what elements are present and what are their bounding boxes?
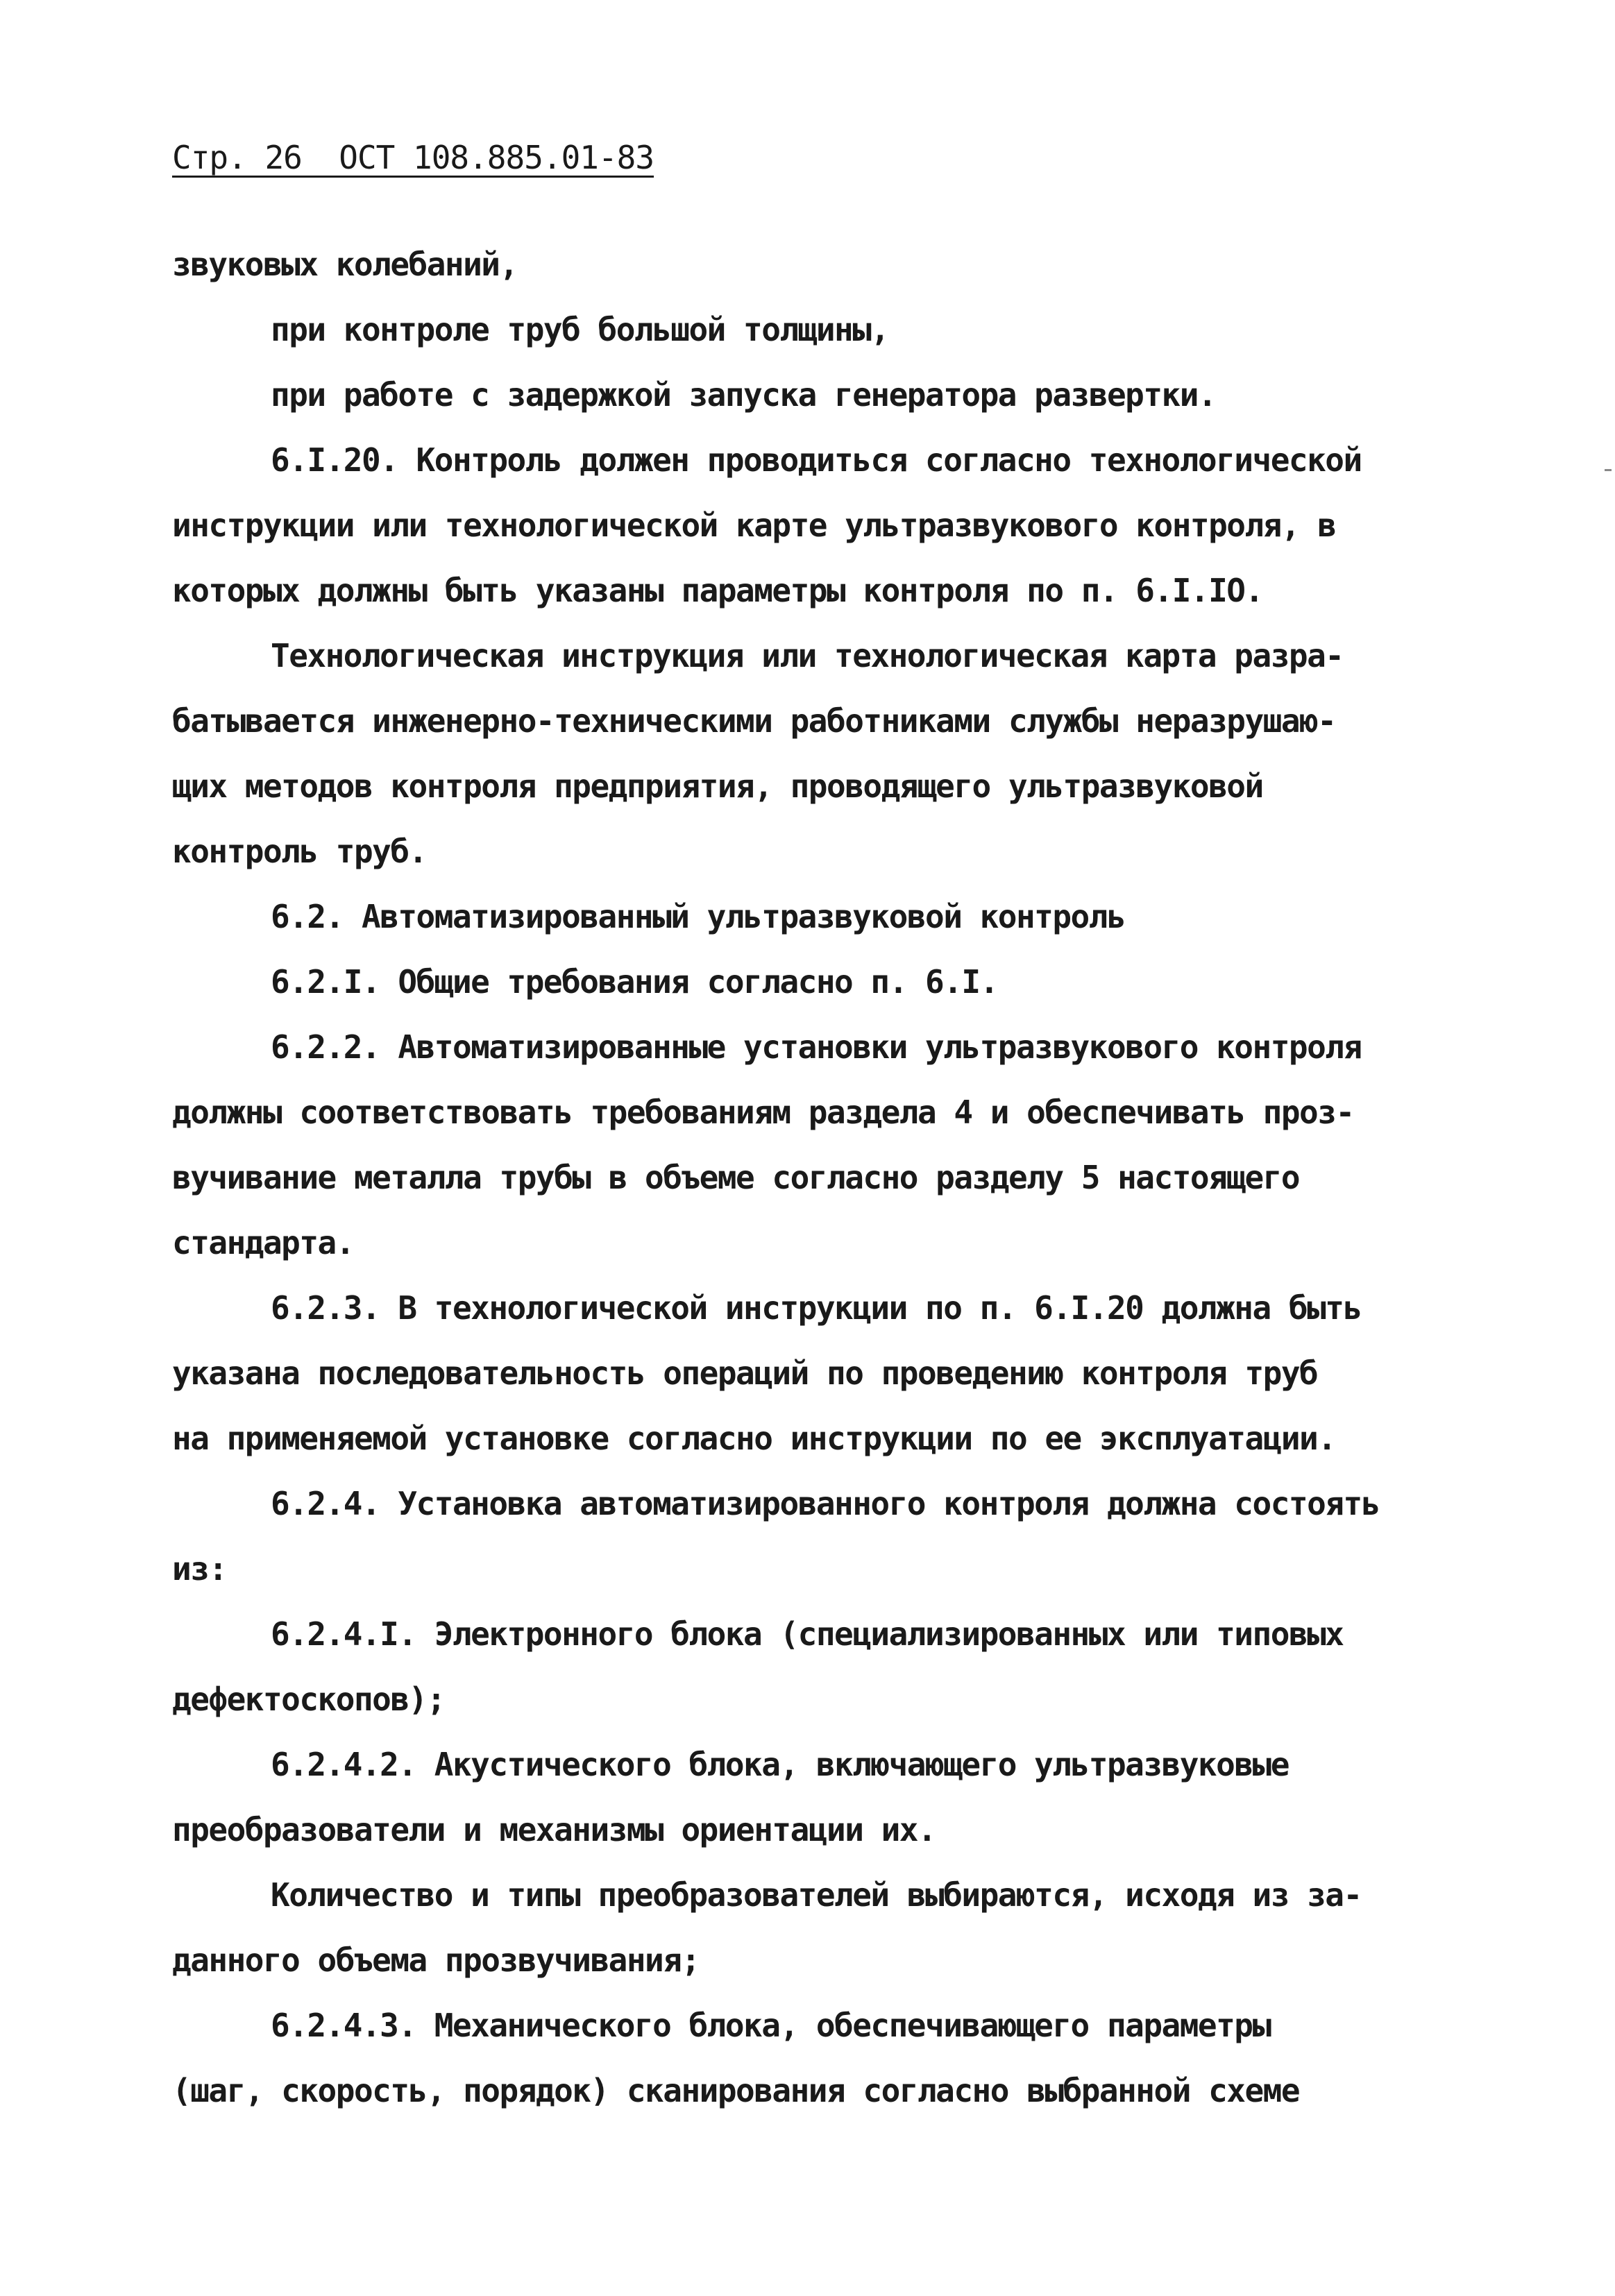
text-line: дефектоскопов); (172, 1681, 445, 1718)
text-line: стандарта. (172, 1224, 354, 1261)
text-line: данного объема прозвучивания; (172, 1941, 700, 1979)
text-line: 6.2.2. Автоматизированные установки ультразвукового контроля (271, 1028, 1362, 1066)
text-line: 6.I.20. Контроль должен проводиться согласно технологической (271, 441, 1362, 479)
text-line: инструкции или технологической карте ультразвукового контроля, в (172, 507, 1336, 544)
text-line: 6.2.I. Общие требования согласно п. 6.I. (271, 963, 998, 1001)
text-line: Технологическая инструкция или технологическая карта разра- (271, 637, 1344, 674)
text-line: 6.2.4.I. Электронного блока (специализированных или типовых (271, 1615, 1344, 1653)
text-line: 6.2.3. В технологической инструкции по п. 6.I.20 должна быть (271, 1289, 1362, 1327)
text-line: Количество и типы преобразователей выбираются, исходя из за- (271, 1876, 1362, 1914)
text-line: должны соответствовать требованиям раздела 4 и обеспечивать проз- (172, 1094, 1354, 1131)
text-line: при работе с задержкой запуска генератора развертки. (271, 376, 1217, 414)
text-line: вучивание металла трубы в объеме согласно разделу 5 настоящего (172, 1159, 1300, 1196)
text-line: на применяемой установке согласно инструкции по ее эксплуатации. (172, 1420, 1336, 1457)
text-line: указана последовательность операций по проведению контроля труб (172, 1354, 1318, 1392)
text-line: (шаг, скорость, порядок) сканирования согласно выбранной схеме (172, 2072, 1300, 2109)
text-line: звуковых колебаний, (172, 246, 518, 283)
text-line: 6.2.4.2. Акустического блока, включающего ультразвуковые (271, 1746, 1289, 1783)
text-line: батывается инженерно-техническими работниками службы неразрушаю- (172, 702, 1336, 740)
text-line: при контроле труб большой толщины, (271, 311, 889, 348)
text-line: которых должны быть указаны параметры контроля по п. 6.I.IO. (172, 572, 1263, 609)
text-line: контроль труб. (172, 833, 427, 870)
text-line: преобразователи и механизмы ориентации их. (172, 1811, 936, 1848)
text-line: щих методов контроля предприятия, проводящего ультразвуковой (172, 767, 1263, 805)
text-line: 6.2.4. Установка автоматизированного контроля должна состоять (271, 1485, 1380, 1522)
text-line: 6.2.4.3. Механического блока, обеспечивающего параметры (271, 2007, 1271, 2044)
margin-tick-mark (1605, 469, 1612, 471)
text-line: из: (172, 1550, 227, 1588)
section-heading: 6.2. Автоматизированный ультразвуковой контроль (271, 898, 1126, 935)
page-header: Стр. 26 ОСТ 108.885.01-83 (172, 139, 654, 176)
